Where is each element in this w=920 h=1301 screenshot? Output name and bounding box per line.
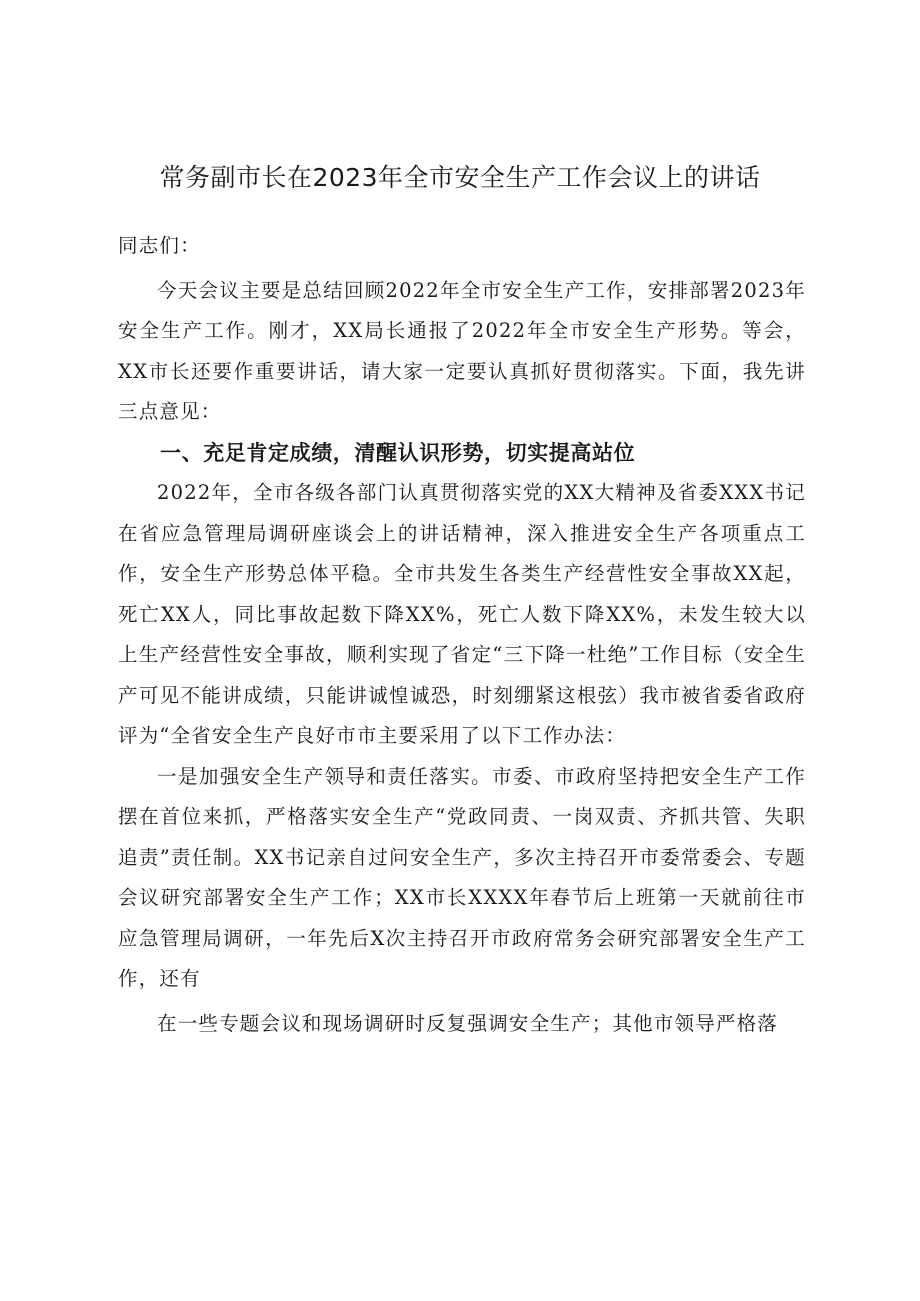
document-body: [118, 226, 806, 1044]
paragraph-achievements: 2022年，全市各级各部门认真贯彻落实党的XX大精神及省委XXX书记在省应急管理局调研座谈会上的讲话精神，深入推进安全生产各项重点工作，安全生产形势总体平稳。全市共发生各类生产经营性安全事故XX起，死亡XX人，同比事故起数下降XX%，死亡人数下降XX%，未发生较大以上生产经营性安全事故，顺利实现了省定“三下降一杜绝”工作目标（安全生产可见不能讲成绩，只能讲诚惶诚恐，时刻绷紧这根弦）我市被省委省政府评为“全省安全生产良好市市主要采用了以下工作办法：: [118, 481, 806, 747]
intro-paragraph: 今天会议主要是总结回顾2022年全市安全生产工作，安排部署2023年安全生产工作。刚才，XX局长通报了2022年全市安全生产形势。等会，XX市长还要作重要讲话，请大家一定要认真抓好贯彻落实。下面，我先讲三点意见：: [118, 278, 806, 423]
document-title: 常务副市长在2023年全市安全生产工作会议上的讲话: [159, 163, 761, 192]
paragraph-leadership: 一是加强安全生产领导和责任落实。市委、市政府坚持把安全生产工作摆在首位来抓，严格落实安全生产“党政同责、一岗双责、齐抓共管、失职追责”责任制。XX书记亲自过问安全生产，多次主持召开市委常委会、专题会议研究部署安全生产工作；XX市长XXXX年春节后上班第一天就前往市应急管理局调研，一年先后X次主持召开市政府常务会研究部署安全生产工作，还有: [118, 764, 806, 990]
salutation: 同志们：: [118, 234, 201, 257]
section-heading-1: 一、充足肯定成绩，清醒认识形势，切实提高站位: [160, 440, 636, 465]
paragraph-continuation: 在一些专题会议和现场调研时反复强调安全生产；其他市领导严格落: [157, 1011, 779, 1035]
